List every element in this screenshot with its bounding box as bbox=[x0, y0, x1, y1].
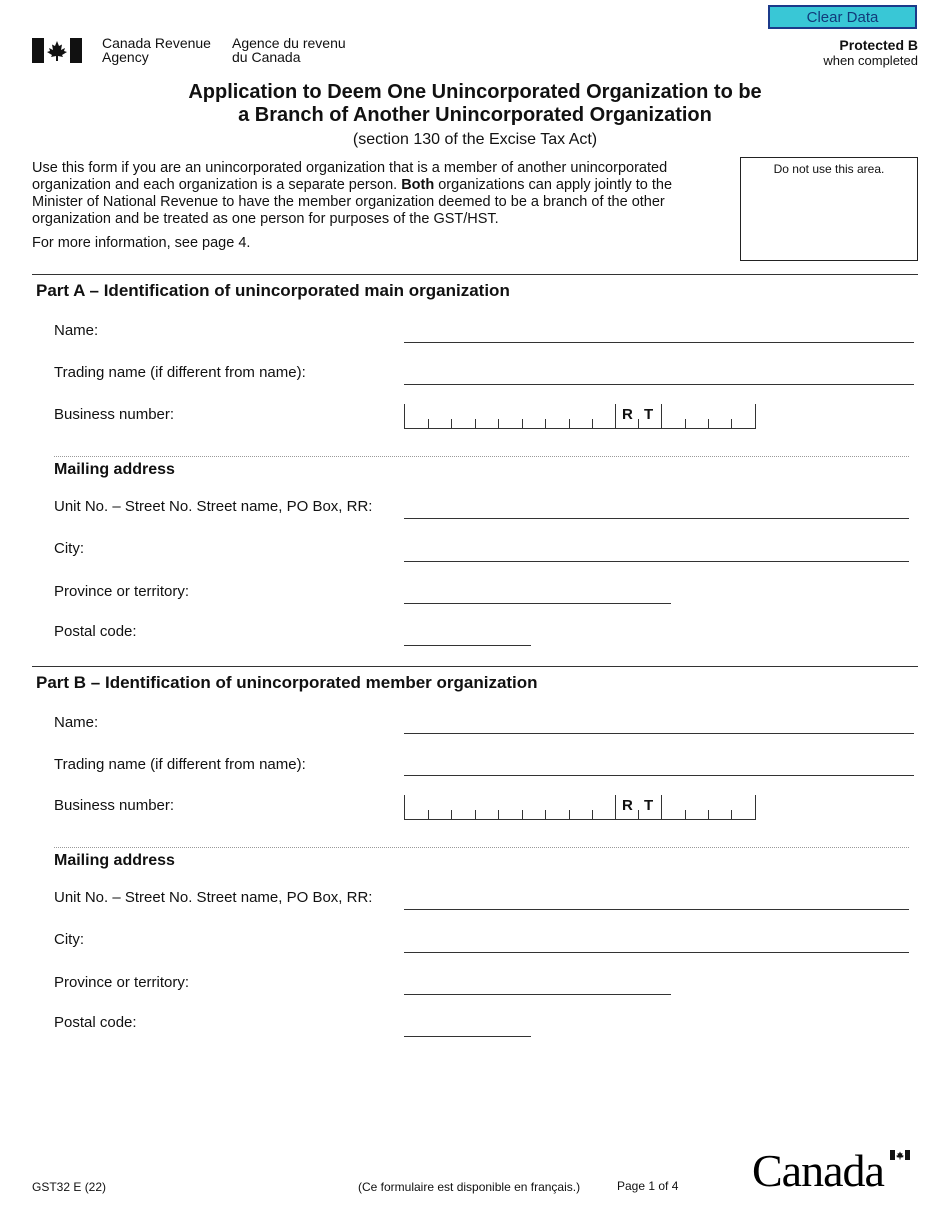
part-b-dotted-divider bbox=[54, 847, 909, 848]
part-b-street-field[interactable] bbox=[404, 909, 909, 910]
part-b-mailing-address-heading: Mailing address bbox=[54, 852, 175, 869]
department-en-line2: Agency bbox=[102, 49, 149, 65]
part-b-postal-code-label: Postal code: bbox=[54, 1014, 137, 1031]
part-a-title: Part A – Identification of unincorporated main organization bbox=[36, 281, 510, 300]
part-b-divider bbox=[32, 666, 918, 667]
part-a-dotted-divider bbox=[54, 456, 909, 457]
part-b-bn-letter-t: T bbox=[644, 797, 654, 814]
part-b-city-field[interactable] bbox=[404, 952, 909, 953]
part-b-trading-name-field[interactable] bbox=[404, 775, 914, 776]
part-b-province-field[interactable] bbox=[404, 994, 671, 995]
part-a-street-label: Unit No. – Street No. Street name, PO Box, RR: bbox=[54, 498, 373, 515]
part-a-trading-name-label: Trading name (if different from name): bbox=[54, 364, 306, 381]
clear-data-button[interactable]: Clear Data bbox=[768, 5, 917, 29]
page-number: Page 1 of 4 bbox=[617, 1179, 679, 1193]
part-a-mailing-address-heading: Mailing address bbox=[54, 461, 175, 478]
department-fr-line1: Agence du revenu bbox=[232, 35, 346, 51]
part-a-city-field[interactable] bbox=[404, 561, 909, 562]
part-b-postal-code-field[interactable] bbox=[404, 1036, 531, 1037]
part-b-city-label: City: bbox=[54, 931, 84, 948]
part-a-province-field[interactable] bbox=[404, 603, 671, 604]
part-b-bn-letter-r: R bbox=[622, 797, 633, 814]
form-title-line2: a Branch of Another Unincorporated Organization bbox=[238, 104, 712, 126]
more-info-text: For more information, see page 4. bbox=[32, 235, 251, 251]
form-subtitle: (section 130 of the Excise Tax Act) bbox=[352, 131, 598, 148]
part-a-bn-letter-r: R bbox=[622, 406, 633, 423]
part-b-business-number-label: Business number: bbox=[54, 797, 175, 814]
part-a-postal-code-label: Postal code: bbox=[54, 623, 137, 640]
form-title-line1: Application to Deem One Unincorporated Organization to be bbox=[188, 81, 762, 103]
part-a-bn-letter-t: T bbox=[644, 406, 654, 423]
intro-paragraph bbox=[32, 160, 722, 228]
part-b-name-field[interactable] bbox=[404, 733, 914, 734]
part-a-business-number-label: Business number: bbox=[54, 406, 175, 423]
government-flag-icon bbox=[32, 38, 82, 63]
canada-wordmark: Canada bbox=[752, 1145, 884, 1196]
part-a-trading-name-field[interactable] bbox=[404, 384, 914, 385]
part-a-street-field[interactable] bbox=[404, 518, 909, 519]
intro-text-part2: organizations can apply jointly to the Minister of National Revenue to have the member organization deemed to be a branch of the other organization and be treated as one person for purposes of the GST/HST. bbox=[32, 177, 673, 227]
protected-sublabel: when completed bbox=[823, 53, 918, 68]
part-a-city-label: City: bbox=[54, 540, 84, 557]
part-a-name-field[interactable] bbox=[404, 342, 914, 343]
part-b-street-label: Unit No. – Street No. Street name, PO Box, RR: bbox=[54, 889, 373, 906]
office-use-box bbox=[740, 157, 918, 261]
part-b-province-label: Province or territory: bbox=[54, 974, 190, 991]
part-b-business-number-field[interactable] bbox=[404, 795, 756, 820]
part-b-name-label: Name: bbox=[54, 714, 99, 731]
part-a-postal-code-field[interactable] bbox=[404, 645, 531, 646]
intro-text-bold: Both bbox=[401, 177, 435, 193]
part-a-divider bbox=[32, 274, 918, 275]
department-name-french bbox=[232, 36, 346, 64]
part-a-province-label: Province or territory: bbox=[54, 583, 190, 600]
part-b-trading-name-label: Trading name (if different from name): bbox=[54, 756, 306, 773]
wordmark-flag-icon bbox=[890, 1150, 910, 1160]
part-b-title: Part B – Identification of unincorporated member organization bbox=[36, 673, 538, 692]
department-en-line1: Canada Revenue bbox=[102, 35, 211, 51]
department-fr-line2: du Canada bbox=[232, 49, 301, 65]
french-availability-note: (Ce formulaire est disponible en français.) bbox=[358, 1180, 581, 1194]
department-name-english bbox=[102, 36, 211, 64]
form-code: GST32 E (22) bbox=[32, 1180, 107, 1194]
protected-label: Protected B bbox=[839, 37, 918, 53]
intro-text-part1: Use this form if you are an unincorporated organization that is a member of another unincorporated organization and each organization is a separate person. bbox=[32, 160, 668, 193]
office-use-label: Do not use this area. bbox=[773, 162, 885, 176]
part-a-business-number-field[interactable] bbox=[404, 404, 756, 429]
part-a-name-label: Name: bbox=[54, 322, 99, 339]
